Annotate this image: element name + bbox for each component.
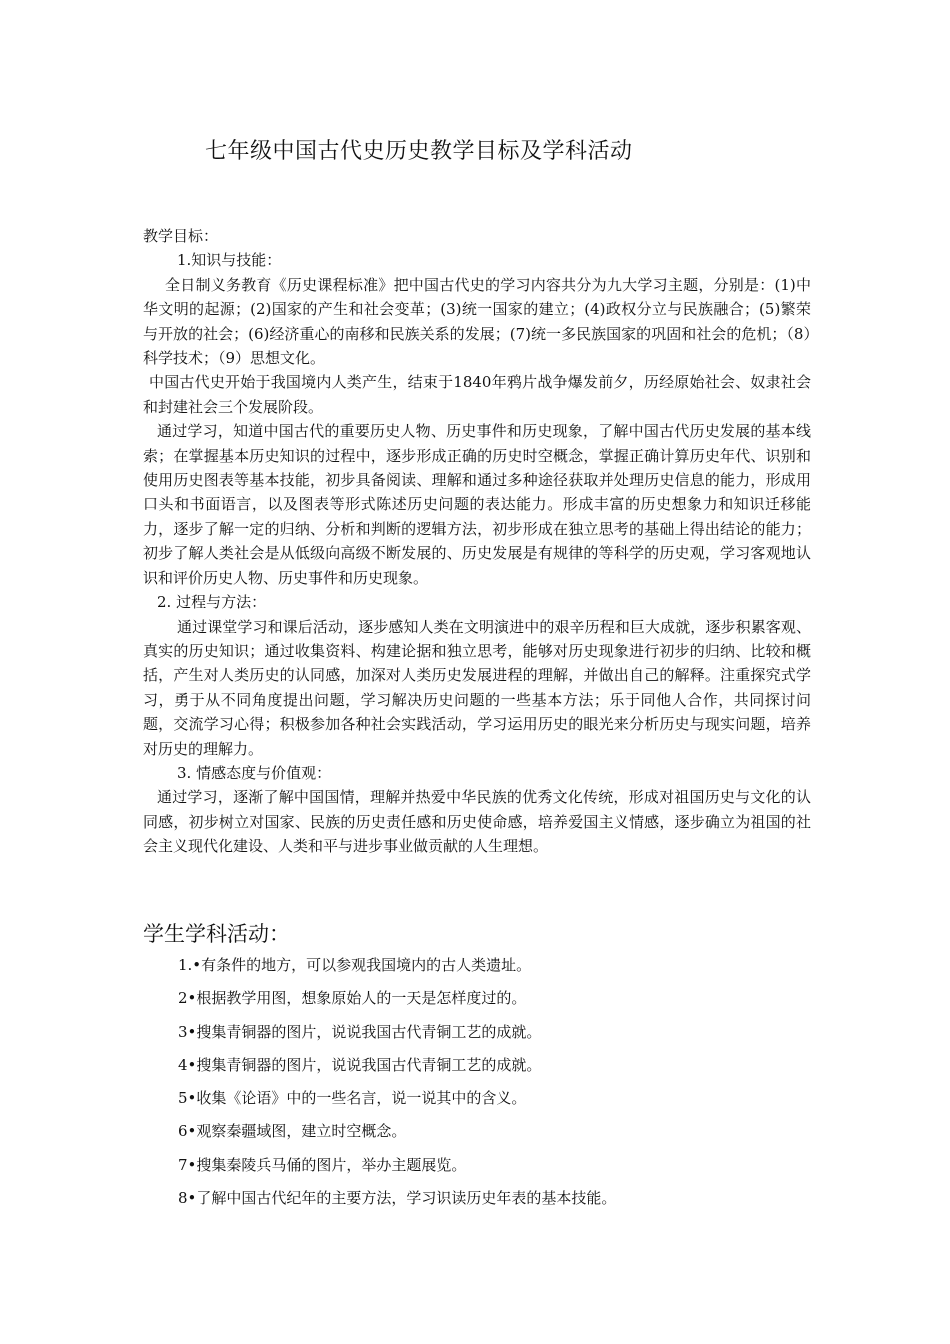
document-title: 七年级中国古代史历史教学目标及学科活动 [205, 139, 633, 164]
objectives-heading: 教学目标： [143, 227, 219, 245]
attitude-values-paragraph: 通过学习，逐渐了解中国国情，理解并热爱中华民族的优秀文化传统，形成对祖国历史与文化的认同感，初步树立对国家、民族的历史责任感和历史使命感，培养爱国主义情感，逐步确立为祖国的社会主义现代化建设、人类和平与进步事业做贡献的人生理想。 [143, 788, 811, 856]
activity-item: 2•根据教学用图，想象原始人的一天是怎样度过的。 [178, 989, 527, 1008]
activity-item: 7•搜集秦陵兵马俑的图片，举办主题展览。 [178, 1155, 467, 1174]
activity-item: 3•搜集青铜器的图片，说说我国古代青铜工艺的成就。 [178, 1022, 542, 1041]
attitude-values-heading: 3. 情感态度与价值观： [177, 763, 332, 782]
activities-list [178, 955, 798, 1221]
process-methods-paragraph: 通过课堂学习和课后活动，逐步感知人类在文明演进中的艰辛历程和巨大成就，逐步积累客观、真实的历史知识；通过收集资料、构建论据和独立思考，能够对历史现象进行初步的归纳、比较和概括，产生对人类历史的认同感，加深对人类历史发展进程的理解，并做出自己的解释。注重探究式学习，勇于从不同角度提出问题，学习解决历史问题的一些基本方法；乐于同他人合作，共同探讨问题，交流学习心得；积极参加各种社会实践活动，学习运用历史的眼光来分析历史与现实问题，培养对历史的理解力。 [143, 617, 811, 758]
activity-item: 1.•有条件的地方，可以参观我国境内的古人类遗址。 [178, 956, 532, 974]
knowledge-paragraph-2: 中国古代史开始于我国境内人类产生，结束于1840年鸦片战争爆发前夕，历经原始社会、奴隶社会和封建社会三个发展阶段。 [143, 373, 811, 416]
activities-heading: 学生学科活动： [143, 922, 290, 946]
activity-item: 8•了解中国古代纪年的主要方法，学习识读历史年表的基本技能。 [178, 1189, 617, 1208]
process-methods-heading: 2. 过程与方法： [157, 593, 267, 612]
objectives-section [143, 224, 811, 859]
activity-item: 6•观察秦疆域图，建立时空概念。 [178, 1122, 407, 1141]
knowledge-paragraph-1: 全日制义务教育《历史课程标准》把中国古代史的学习内容共分为九大学习主题，分别是：(1)中华文明的起源；(2)国家的产生和社会变革；(3)统一国家的建立；(4)政权分立与民族融合；(5)繁荣与开放的社会；(6)经济重心的南移和民族关系的发展；(7)统一多民族国家的巩固和社会的危机；（8）科学技术；（9）思想文化。 [143, 275, 811, 368]
activity-item: 5•收集《论语》中的一些名言，说一说其中的含义。 [178, 1089, 527, 1108]
knowledge-paragraph-3: 通过学习，知道中国古代的重要历史人物、历史事件和历史现象，了解中国古代历史发展的基本线索；在掌握基本历史知识的过程中，逐步形成正确的历史时空概念，掌握正确计算历史年代、识别和使用历史图表等基本技能，初步具备阅读、理解和通过多种途径获取并处理历史信息的能力，形成用口头和书面语言，以及图表等形式陈述历史问题的表达能力。形成丰富的历史想象力和知识迁移能力，逐步了解一定的归纳、分析和判断的逻辑方法，初步形成在独立思考的基础上得出结论的能力；初步了解人类社会是从低级向高级不断发展的、历史发展是有规律的等科学的历史观，学习客观地认识和评价历史人物、历史事件和历史现象。 [143, 422, 811, 587]
knowledge-skills-heading: 1.知识与技能： [177, 251, 282, 270]
activity-item: 4•搜集青铜器的图片，说说我国古代青铜工艺的成就。 [178, 1055, 542, 1074]
